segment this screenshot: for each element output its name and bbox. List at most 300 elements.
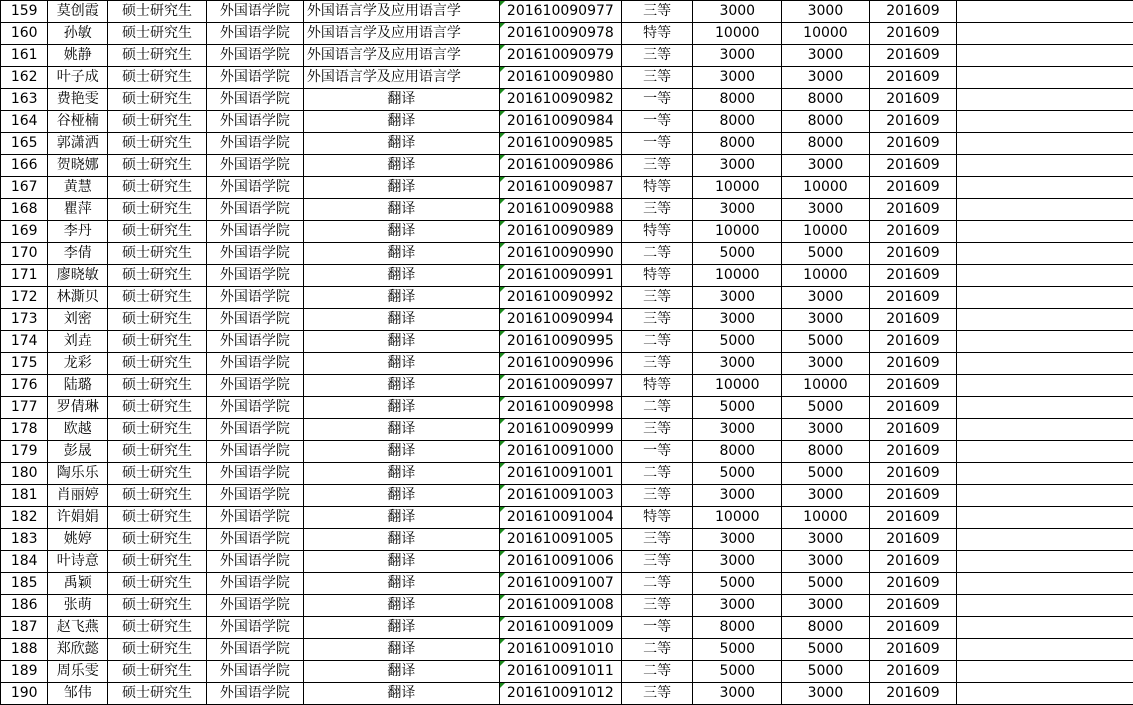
cell-college[interactable]: 外国语学院 <box>206 133 303 155</box>
cell-empty[interactable] <box>957 661 1133 683</box>
cell-serial-number[interactable]: 177 <box>1 397 48 419</box>
cell-serial-number[interactable]: 169 <box>1 221 48 243</box>
cell-amount-paid[interactable]: 3000 <box>782 683 870 705</box>
cell-award-grade[interactable]: 二等 <box>621 573 693 595</box>
cell-period[interactable]: 201609 <box>869 639 956 661</box>
cell-student-id[interactable]: 201610090996 <box>499 353 621 375</box>
cell-amount[interactable]: 3000 <box>693 551 782 573</box>
table-row[interactable] <box>1 507 1133 529</box>
cell-award-grade[interactable]: 三等 <box>621 595 693 617</box>
cell-degree-level[interactable]: 硕士研究生 <box>108 331 207 353</box>
cell-degree-level[interactable]: 硕士研究生 <box>108 67 207 89</box>
cell-empty[interactable] <box>957 463 1133 485</box>
cell-degree-level[interactable]: 硕士研究生 <box>108 617 207 639</box>
cell-period[interactable]: 201609 <box>869 23 956 45</box>
cell-amount[interactable]: 3000 <box>693 529 782 551</box>
cell-serial-number[interactable]: 181 <box>1 485 48 507</box>
cell-amount[interactable]: 10000 <box>693 265 782 287</box>
cell-student-name[interactable]: 叶子成 <box>48 67 108 89</box>
cell-period[interactable]: 201609 <box>869 375 956 397</box>
cell-award-grade[interactable]: 三等 <box>621 419 693 441</box>
cell-major[interactable]: 外国语言学及应用语言学 <box>303 23 499 45</box>
cell-college[interactable]: 外国语学院 <box>206 287 303 309</box>
table-row[interactable] <box>1 595 1133 617</box>
cell-major[interactable]: 翻译 <box>303 177 499 199</box>
cell-major[interactable]: 翻译 <box>303 639 499 661</box>
cell-amount[interactable]: 5000 <box>693 463 782 485</box>
table-row[interactable] <box>1 353 1133 375</box>
cell-empty[interactable] <box>957 397 1133 419</box>
table-row[interactable] <box>1 551 1133 573</box>
cell-student-name[interactable]: 禹颖 <box>48 573 108 595</box>
cell-major[interactable]: 翻译 <box>303 353 499 375</box>
cell-empty[interactable] <box>957 265 1133 287</box>
cell-major[interactable]: 翻译 <box>303 331 499 353</box>
cell-serial-number[interactable]: 188 <box>1 639 48 661</box>
table-row[interactable] <box>1 529 1133 551</box>
cell-period[interactable]: 201609 <box>869 133 956 155</box>
cell-college[interactable]: 外国语学院 <box>206 243 303 265</box>
cell-student-id[interactable]: 201610091011 <box>499 661 621 683</box>
cell-period[interactable]: 201609 <box>869 353 956 375</box>
cell-student-id[interactable]: 201610090995 <box>499 331 621 353</box>
cell-student-id[interactable]: 201610091001 <box>499 463 621 485</box>
cell-degree-level[interactable]: 硕士研究生 <box>108 199 207 221</box>
cell-college[interactable]: 外国语学院 <box>206 419 303 441</box>
cell-award-grade[interactable]: 二等 <box>621 331 693 353</box>
cell-amount-paid[interactable]: 3000 <box>782 309 870 331</box>
cell-empty[interactable] <box>957 639 1133 661</box>
cell-empty[interactable] <box>957 573 1133 595</box>
cell-amount-paid[interactable]: 3000 <box>782 155 870 177</box>
cell-period[interactable]: 201609 <box>869 529 956 551</box>
cell-amount-paid[interactable]: 5000 <box>782 397 870 419</box>
cell-student-id[interactable]: 201610090997 <box>499 375 621 397</box>
cell-degree-level[interactable]: 硕士研究生 <box>108 397 207 419</box>
cell-major[interactable]: 翻译 <box>303 133 499 155</box>
cell-period[interactable]: 201609 <box>869 419 956 441</box>
cell-student-id[interactable]: 201610091008 <box>499 595 621 617</box>
cell-serial-number[interactable]: 189 <box>1 661 48 683</box>
cell-amount-paid[interactable]: 3000 <box>782 529 870 551</box>
cell-student-id[interactable]: 201610091007 <box>499 573 621 595</box>
cell-major[interactable]: 翻译 <box>303 441 499 463</box>
cell-student-name[interactable]: 肖丽婷 <box>48 485 108 507</box>
table-row[interactable] <box>1 309 1133 331</box>
cell-amount[interactable]: 5000 <box>693 243 782 265</box>
cell-major[interactable]: 翻译 <box>303 199 499 221</box>
cell-serial-number[interactable]: 178 <box>1 419 48 441</box>
cell-major[interactable]: 翻译 <box>303 265 499 287</box>
cell-award-grade[interactable]: 一等 <box>621 89 693 111</box>
cell-award-grade[interactable]: 三等 <box>621 309 693 331</box>
cell-student-id[interactable]: 201610091000 <box>499 441 621 463</box>
cell-empty[interactable] <box>957 353 1133 375</box>
cell-serial-number[interactable]: 163 <box>1 89 48 111</box>
cell-student-name[interactable]: 李倩 <box>48 243 108 265</box>
cell-degree-level[interactable]: 硕士研究生 <box>108 1 207 23</box>
cell-degree-level[interactable]: 硕士研究生 <box>108 155 207 177</box>
cell-serial-number[interactable]: 190 <box>1 683 48 705</box>
cell-period[interactable]: 201609 <box>869 661 956 683</box>
cell-student-id[interactable]: 201610091009 <box>499 617 621 639</box>
cell-empty[interactable] <box>957 155 1133 177</box>
cell-degree-level[interactable]: 硕士研究生 <box>108 353 207 375</box>
cell-amount-paid[interactable]: 10000 <box>782 221 870 243</box>
cell-amount[interactable]: 5000 <box>693 661 782 683</box>
cell-college[interactable]: 外国语学院 <box>206 485 303 507</box>
cell-degree-level[interactable]: 硕士研究生 <box>108 133 207 155</box>
cell-serial-number[interactable]: 164 <box>1 111 48 133</box>
table-row[interactable] <box>1 133 1133 155</box>
cell-amount-paid[interactable]: 8000 <box>782 441 870 463</box>
table-row[interactable] <box>1 331 1133 353</box>
cell-award-grade[interactable]: 三等 <box>621 67 693 89</box>
cell-period[interactable]: 201609 <box>869 111 956 133</box>
cell-empty[interactable] <box>957 485 1133 507</box>
cell-college[interactable]: 外国语学院 <box>206 331 303 353</box>
cell-college[interactable]: 外国语学院 <box>206 177 303 199</box>
cell-student-name[interactable]: 罗倩琳 <box>48 397 108 419</box>
cell-period[interactable]: 201609 <box>869 463 956 485</box>
cell-student-name[interactable]: 黄慧 <box>48 177 108 199</box>
cell-amount-paid[interactable]: 3000 <box>782 1 870 23</box>
cell-major[interactable]: 翻译 <box>303 463 499 485</box>
cell-student-name[interactable]: 陶乐乐 <box>48 463 108 485</box>
cell-empty[interactable] <box>957 331 1133 353</box>
cell-period[interactable]: 201609 <box>869 551 956 573</box>
cell-award-grade[interactable]: 二等 <box>621 661 693 683</box>
cell-student-name[interactable]: 陆璐 <box>48 375 108 397</box>
table-row[interactable] <box>1 243 1133 265</box>
cell-amount-paid[interactable]: 3000 <box>782 67 870 89</box>
cell-college[interactable]: 外国语学院 <box>206 397 303 419</box>
cell-amount[interactable]: 3000 <box>693 595 782 617</box>
cell-period[interactable]: 201609 <box>869 89 956 111</box>
cell-award-grade[interactable]: 一等 <box>621 441 693 463</box>
cell-college[interactable]: 外国语学院 <box>206 661 303 683</box>
cell-major[interactable]: 翻译 <box>303 419 499 441</box>
cell-serial-number[interactable]: 187 <box>1 617 48 639</box>
cell-period[interactable]: 201609 <box>869 485 956 507</box>
cell-amount-paid[interactable]: 8000 <box>782 89 870 111</box>
cell-college[interactable]: 外国语学院 <box>206 595 303 617</box>
cell-student-name[interactable]: 谷桠楠 <box>48 111 108 133</box>
cell-amount-paid[interactable]: 10000 <box>782 177 870 199</box>
cell-degree-level[interactable]: 硕士研究生 <box>108 265 207 287</box>
cell-student-id[interactable]: 201610090994 <box>499 309 621 331</box>
cell-empty[interactable] <box>957 419 1133 441</box>
cell-major[interactable]: 翻译 <box>303 683 499 705</box>
cell-amount-paid[interactable]: 3000 <box>782 419 870 441</box>
cell-amount-paid[interactable]: 3000 <box>782 353 870 375</box>
cell-degree-level[interactable]: 硕士研究生 <box>108 287 207 309</box>
cell-college[interactable]: 外国语学院 <box>206 67 303 89</box>
cell-major[interactable]: 翻译 <box>303 221 499 243</box>
cell-serial-number[interactable]: 185 <box>1 573 48 595</box>
cell-empty[interactable] <box>957 617 1133 639</box>
cell-amount-paid[interactable]: 5000 <box>782 639 870 661</box>
cell-amount-paid[interactable]: 10000 <box>782 507 870 529</box>
cell-period[interactable]: 201609 <box>869 199 956 221</box>
cell-amount[interactable]: 3000 <box>693 67 782 89</box>
cell-degree-level[interactable]: 硕士研究生 <box>108 639 207 661</box>
cell-amount-paid[interactable]: 10000 <box>782 375 870 397</box>
table-row[interactable] <box>1 463 1133 485</box>
cell-award-grade[interactable]: 特等 <box>621 375 693 397</box>
cell-serial-number[interactable]: 173 <box>1 309 48 331</box>
cell-award-grade[interactable]: 特等 <box>621 23 693 45</box>
cell-degree-level[interactable]: 硕士研究生 <box>108 485 207 507</box>
cell-degree-level[interactable]: 硕士研究生 <box>108 661 207 683</box>
cell-serial-number[interactable]: 162 <box>1 67 48 89</box>
cell-serial-number[interactable]: 183 <box>1 529 48 551</box>
cell-serial-number[interactable]: 180 <box>1 463 48 485</box>
cell-period[interactable]: 201609 <box>869 221 956 243</box>
cell-period[interactable]: 201609 <box>869 265 956 287</box>
cell-empty[interactable] <box>957 67 1133 89</box>
cell-college[interactable]: 外国语学院 <box>206 45 303 67</box>
cell-period[interactable]: 201609 <box>869 397 956 419</box>
cell-student-name[interactable]: 林澌贝 <box>48 287 108 309</box>
cell-degree-level[interactable]: 硕士研究生 <box>108 177 207 199</box>
cell-major[interactable]: 翻译 <box>303 375 499 397</box>
cell-serial-number[interactable]: 184 <box>1 551 48 573</box>
cell-empty[interactable] <box>957 595 1133 617</box>
cell-empty[interactable] <box>957 243 1133 265</box>
cell-degree-level[interactable]: 硕士研究生 <box>108 375 207 397</box>
cell-major[interactable]: 翻译 <box>303 89 499 111</box>
cell-student-name[interactable]: 许娟娟 <box>48 507 108 529</box>
cell-degree-level[interactable]: 硕士研究生 <box>108 529 207 551</box>
cell-student-name[interactable]: 邹伟 <box>48 683 108 705</box>
cell-award-grade[interactable]: 二等 <box>621 397 693 419</box>
cell-student-name[interactable]: 莫创霞 <box>48 1 108 23</box>
cell-degree-level[interactable]: 硕士研究生 <box>108 507 207 529</box>
cell-student-name[interactable]: 刘垚 <box>48 331 108 353</box>
cell-amount-paid[interactable]: 5000 <box>782 661 870 683</box>
cell-major[interactable]: 翻译 <box>303 661 499 683</box>
cell-serial-number[interactable]: 168 <box>1 199 48 221</box>
cell-student-name[interactable]: 周乐雯 <box>48 661 108 683</box>
cell-empty[interactable] <box>957 287 1133 309</box>
cell-major[interactable]: 翻译 <box>303 155 499 177</box>
cell-college[interactable]: 外国语学院 <box>206 617 303 639</box>
cell-serial-number[interactable]: 186 <box>1 595 48 617</box>
cell-serial-number[interactable]: 165 <box>1 133 48 155</box>
cell-serial-number[interactable]: 161 <box>1 45 48 67</box>
cell-award-grade[interactable]: 二等 <box>621 243 693 265</box>
cell-degree-level[interactable]: 硕士研究生 <box>108 463 207 485</box>
cell-amount[interactable]: 3000 <box>693 45 782 67</box>
cell-serial-number[interactable]: 160 <box>1 23 48 45</box>
cell-college[interactable]: 外国语学院 <box>206 353 303 375</box>
cell-period[interactable]: 201609 <box>869 309 956 331</box>
cell-amount-paid[interactable]: 3000 <box>782 45 870 67</box>
cell-amount[interactable]: 3000 <box>693 155 782 177</box>
cell-serial-number[interactable]: 179 <box>1 441 48 463</box>
cell-amount[interactable]: 10000 <box>693 177 782 199</box>
cell-period[interactable]: 201609 <box>869 155 956 177</box>
cell-college[interactable]: 外国语学院 <box>206 1 303 23</box>
cell-award-grade[interactable]: 特等 <box>621 265 693 287</box>
cell-award-grade[interactable]: 一等 <box>621 617 693 639</box>
cell-empty[interactable] <box>957 375 1133 397</box>
cell-amount[interactable]: 10000 <box>693 507 782 529</box>
cell-college[interactable]: 外国语学院 <box>206 199 303 221</box>
cell-amount-paid[interactable]: 3000 <box>782 287 870 309</box>
cell-student-name[interactable]: 瞿萍 <box>48 199 108 221</box>
cell-student-name[interactable]: 李丹 <box>48 221 108 243</box>
cell-period[interactable]: 201609 <box>869 683 956 705</box>
cell-award-grade[interactable]: 三等 <box>621 155 693 177</box>
table-row[interactable] <box>1 419 1133 441</box>
cell-serial-number[interactable]: 174 <box>1 331 48 353</box>
cell-college[interactable]: 外国语学院 <box>206 265 303 287</box>
cell-empty[interactable] <box>957 111 1133 133</box>
cell-empty[interactable] <box>957 1 1133 23</box>
cell-serial-number[interactable]: 159 <box>1 1 48 23</box>
cell-college[interactable]: 外国语学院 <box>206 89 303 111</box>
cell-degree-level[interactable]: 硕士研究生 <box>108 441 207 463</box>
cell-student-name[interactable]: 张萌 <box>48 595 108 617</box>
table-row[interactable] <box>1 67 1133 89</box>
cell-award-grade[interactable]: 三等 <box>621 529 693 551</box>
cell-serial-number[interactable]: 175 <box>1 353 48 375</box>
cell-amount[interactable]: 8000 <box>693 617 782 639</box>
cell-college[interactable]: 外国语学院 <box>206 155 303 177</box>
cell-period[interactable]: 201609 <box>869 595 956 617</box>
cell-college[interactable]: 外国语学院 <box>206 309 303 331</box>
cell-amount[interactable]: 5000 <box>693 331 782 353</box>
cell-amount-paid[interactable]: 3000 <box>782 551 870 573</box>
cell-empty[interactable] <box>957 309 1133 331</box>
cell-major[interactable]: 外国语言学及应用语言学 <box>303 45 499 67</box>
cell-college[interactable]: 外国语学院 <box>206 221 303 243</box>
table-row[interactable] <box>1 89 1133 111</box>
cell-college[interactable]: 外国语学院 <box>206 507 303 529</box>
cell-amount[interactable]: 3000 <box>693 485 782 507</box>
cell-amount-paid[interactable]: 3000 <box>782 595 870 617</box>
cell-amount[interactable]: 3000 <box>693 419 782 441</box>
cell-amount[interactable]: 3000 <box>693 309 782 331</box>
cell-student-name[interactable]: 费艳雯 <box>48 89 108 111</box>
cell-student-name[interactable]: 欧越 <box>48 419 108 441</box>
cell-student-id[interactable]: 201610090988 <box>499 199 621 221</box>
cell-award-grade[interactable]: 三等 <box>621 683 693 705</box>
cell-degree-level[interactable]: 硕士研究生 <box>108 221 207 243</box>
cell-student-name[interactable]: 孙敏 <box>48 23 108 45</box>
cell-amount[interactable]: 8000 <box>693 441 782 463</box>
cell-student-id[interactable]: 201610090992 <box>499 287 621 309</box>
cell-amount[interactable]: 8000 <box>693 133 782 155</box>
cell-serial-number[interactable]: 167 <box>1 177 48 199</box>
cell-student-name[interactable]: 郭潇洒 <box>48 133 108 155</box>
cell-degree-level[interactable]: 硕士研究生 <box>108 683 207 705</box>
table-row[interactable] <box>1 221 1133 243</box>
cell-award-grade[interactable]: 一等 <box>621 133 693 155</box>
cell-award-grade[interactable]: 一等 <box>621 111 693 133</box>
cell-amount[interactable]: 3000 <box>693 287 782 309</box>
cell-amount-paid[interactable]: 8000 <box>782 111 870 133</box>
cell-amount[interactable]: 5000 <box>693 639 782 661</box>
table-row[interactable] <box>1 375 1133 397</box>
cell-major[interactable]: 翻译 <box>303 397 499 419</box>
table-row[interactable] <box>1 397 1133 419</box>
cell-empty[interactable] <box>957 221 1133 243</box>
cell-amount-paid[interactable]: 8000 <box>782 617 870 639</box>
cell-student-name[interactable]: 姚静 <box>48 45 108 67</box>
cell-amount-paid[interactable]: 5000 <box>782 463 870 485</box>
cell-empty[interactable] <box>957 177 1133 199</box>
cell-student-id[interactable]: 201610090979 <box>499 45 621 67</box>
cell-period[interactable]: 201609 <box>869 177 956 199</box>
cell-amount[interactable]: 8000 <box>693 111 782 133</box>
cell-award-grade[interactable]: 二等 <box>621 639 693 661</box>
cell-amount[interactable]: 3000 <box>693 353 782 375</box>
cell-student-name[interactable]: 赵飞燕 <box>48 617 108 639</box>
cell-major[interactable]: 翻译 <box>303 595 499 617</box>
cell-student-id[interactable]: 201610090985 <box>499 133 621 155</box>
cell-award-grade[interactable]: 二等 <box>621 463 693 485</box>
table-row[interactable] <box>1 265 1133 287</box>
cell-major[interactable]: 翻译 <box>303 243 499 265</box>
cell-amount-paid[interactable]: 5000 <box>782 573 870 595</box>
cell-period[interactable]: 201609 <box>869 507 956 529</box>
cell-empty[interactable] <box>957 529 1133 551</box>
cell-period[interactable]: 201609 <box>869 573 956 595</box>
cell-serial-number[interactable]: 170 <box>1 243 48 265</box>
cell-empty[interactable] <box>957 551 1133 573</box>
table-row[interactable] <box>1 661 1133 683</box>
cell-period[interactable]: 201609 <box>869 243 956 265</box>
cell-empty[interactable] <box>957 23 1133 45</box>
cell-degree-level[interactable]: 硕士研究生 <box>108 111 207 133</box>
cell-student-name[interactable]: 姚婷 <box>48 529 108 551</box>
cell-college[interactable]: 外国语学院 <box>206 375 303 397</box>
cell-amount[interactable]: 3000 <box>693 199 782 221</box>
cell-student-id[interactable]: 201610091003 <box>499 485 621 507</box>
cell-amount[interactable]: 5000 <box>693 573 782 595</box>
table-row[interactable] <box>1 287 1133 309</box>
cell-major[interactable]: 翻译 <box>303 309 499 331</box>
cell-amount[interactable]: 3000 <box>693 1 782 23</box>
cell-empty[interactable] <box>957 441 1133 463</box>
cell-period[interactable]: 201609 <box>869 331 956 353</box>
cell-college[interactable]: 外国语学院 <box>206 683 303 705</box>
cell-award-grade[interactable]: 三等 <box>621 45 693 67</box>
cell-student-id[interactable]: 201610090987 <box>499 177 621 199</box>
cell-amount[interactable]: 5000 <box>693 397 782 419</box>
cell-major[interactable]: 外国语言学及应用语言学 <box>303 1 499 23</box>
cell-amount-paid[interactable]: 5000 <box>782 331 870 353</box>
cell-empty[interactable] <box>957 683 1133 705</box>
cell-college[interactable]: 外国语学院 <box>206 441 303 463</box>
table-row[interactable] <box>1 617 1133 639</box>
table-row[interactable] <box>1 199 1133 221</box>
cell-student-id[interactable]: 201610090982 <box>499 89 621 111</box>
cell-major[interactable]: 翻译 <box>303 551 499 573</box>
cell-major[interactable]: 翻译 <box>303 529 499 551</box>
cell-award-grade[interactable]: 特等 <box>621 221 693 243</box>
cell-empty[interactable] <box>957 507 1133 529</box>
cell-college[interactable]: 外国语学院 <box>206 463 303 485</box>
cell-serial-number[interactable]: 182 <box>1 507 48 529</box>
cell-college[interactable]: 外国语学院 <box>206 23 303 45</box>
cell-student-name[interactable]: 叶诗意 <box>48 551 108 573</box>
cell-college[interactable]: 外国语学院 <box>206 573 303 595</box>
cell-student-name[interactable]: 廖晓敏 <box>48 265 108 287</box>
